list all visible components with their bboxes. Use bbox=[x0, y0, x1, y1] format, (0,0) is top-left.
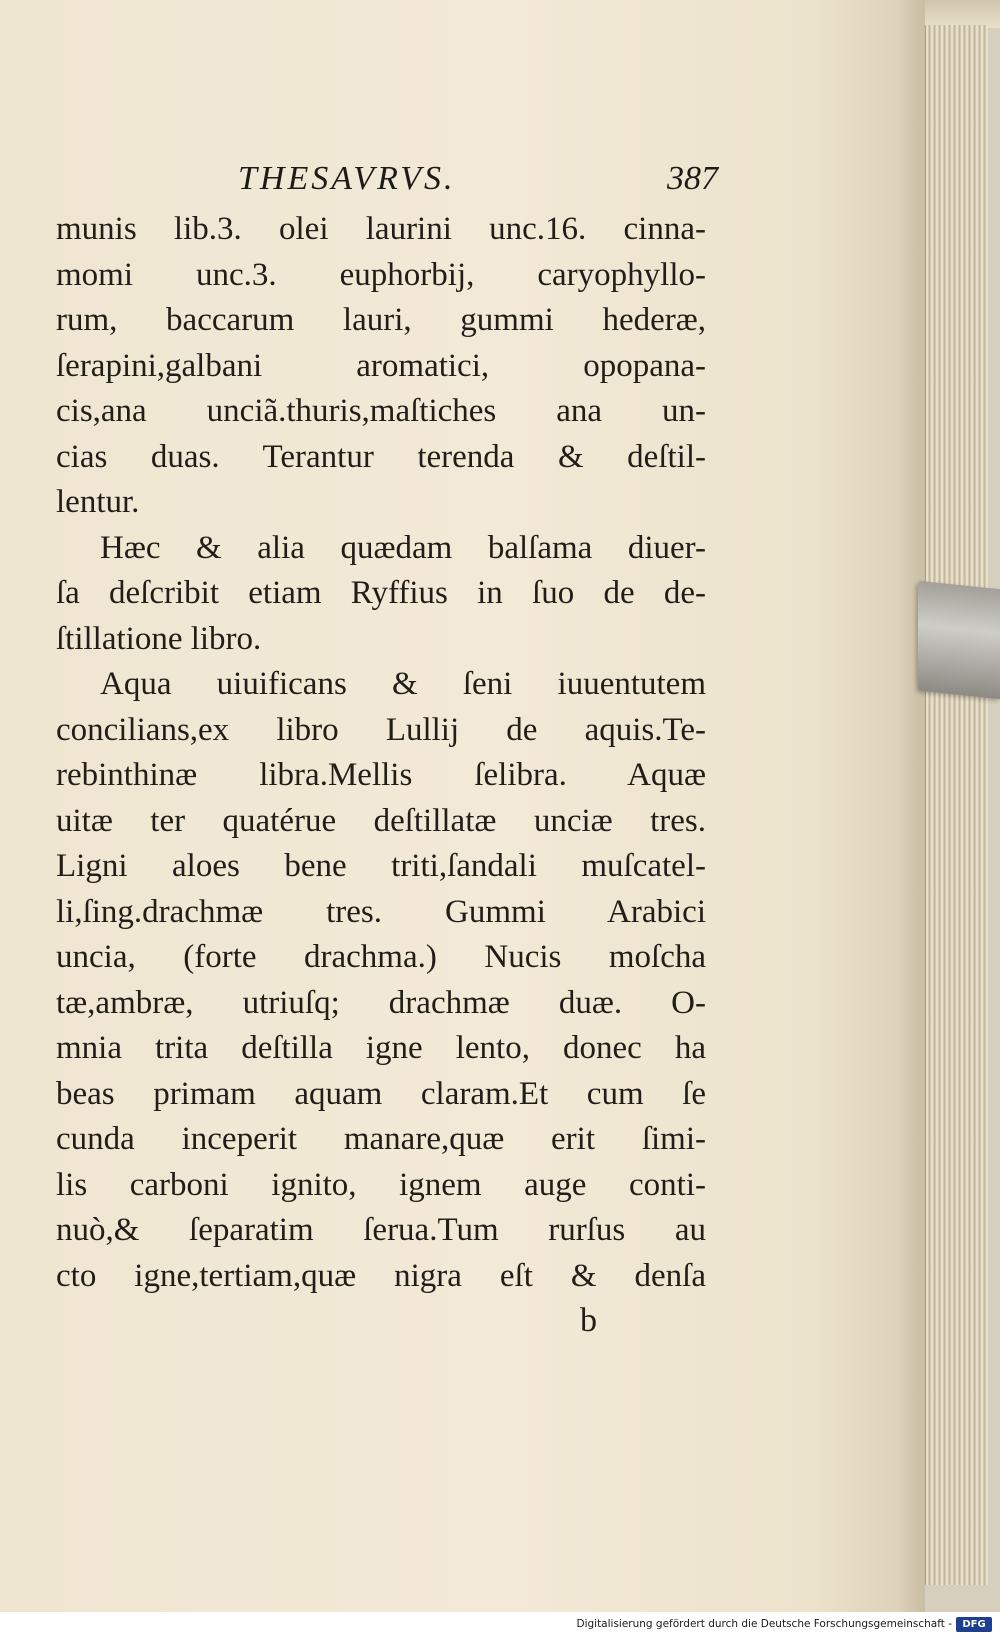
text-line: ſa deſcribit etiam Ryffius in ſuo de de- bbox=[56, 575, 706, 611]
text-line: cunda inceperit manare,quæ erit ſimi- bbox=[56, 1121, 706, 1157]
bookmark-strip bbox=[918, 581, 1000, 700]
funding-credit: Digitalisierung gefördert durch die Deutsche Forschungsgemeinschaft - bbox=[576, 1618, 952, 1630]
page-header bbox=[238, 160, 718, 200]
text-line: cis,ana unciã.thuris,maſtiches ana un- bbox=[56, 393, 706, 429]
text-line: cto igne,tertiam,quæ nigra eſt & denſa bbox=[56, 1257, 706, 1294]
text-line: uncia, (forte drachma.) Nucis moſcha bbox=[56, 939, 706, 975]
text-line: ſtillatione libro. bbox=[56, 620, 262, 657]
text-line: lentur. bbox=[56, 484, 140, 520]
text-line: mnia trita deſtilla igne lento, donec ha bbox=[56, 1030, 706, 1066]
catchword: b bbox=[580, 1302, 597, 1339]
text-line: cias duas. Terantur terenda & deſtil- bbox=[56, 438, 706, 475]
text-line: ſerapini,galbani aromatici, opopana- bbox=[56, 347, 706, 384]
text-line: rebinthinæ libra.Mellis ſelibra. Aquæ bbox=[56, 757, 706, 793]
text-line: Aqua uiuificans & ſeni iuuentutem bbox=[100, 666, 706, 702]
text-line: uitæ ter quatérue deſtillatæ unciæ tres. bbox=[56, 802, 706, 839]
text-line: Hæc & alia quædam balſama diuer- bbox=[100, 529, 706, 566]
running-title: THESAVRVS. bbox=[238, 160, 456, 197]
body-text bbox=[56, 207, 706, 1299]
text-line: munis lib.3. olei laurini unc.16. cinna- bbox=[56, 211, 706, 247]
text-line: momi unc.3. euphorbij, caryophyllo- bbox=[56, 256, 706, 293]
text-line: nuò,& ſeparatim ſerua.Tum rurſus au bbox=[56, 1212, 706, 1248]
text-line: rum, baccarum lauri, gummi hederæ, bbox=[56, 302, 706, 338]
page-number: 387 bbox=[667, 160, 718, 197]
text-line: beas primam aquam claram.Et cum ſe bbox=[56, 1075, 706, 1112]
text-line: tæ,ambræ, utriuſq; drachmæ duæ. O- bbox=[56, 984, 706, 1021]
text-line: li,ſing.drachmæ tres. Gummi Arabici bbox=[56, 893, 706, 930]
text-line: concilians,ex libro Lullij de aquis.Te- bbox=[56, 711, 706, 748]
text-line: lis carboni ignito, ignem auge conti- bbox=[56, 1166, 706, 1203]
page-edges bbox=[925, 25, 988, 1585]
dfg-logo: DFG bbox=[956, 1617, 992, 1632]
footer-bar bbox=[0, 1612, 1000, 1637]
text-line: Ligni aloes bene triti,ſandali muſcatel- bbox=[56, 848, 706, 884]
